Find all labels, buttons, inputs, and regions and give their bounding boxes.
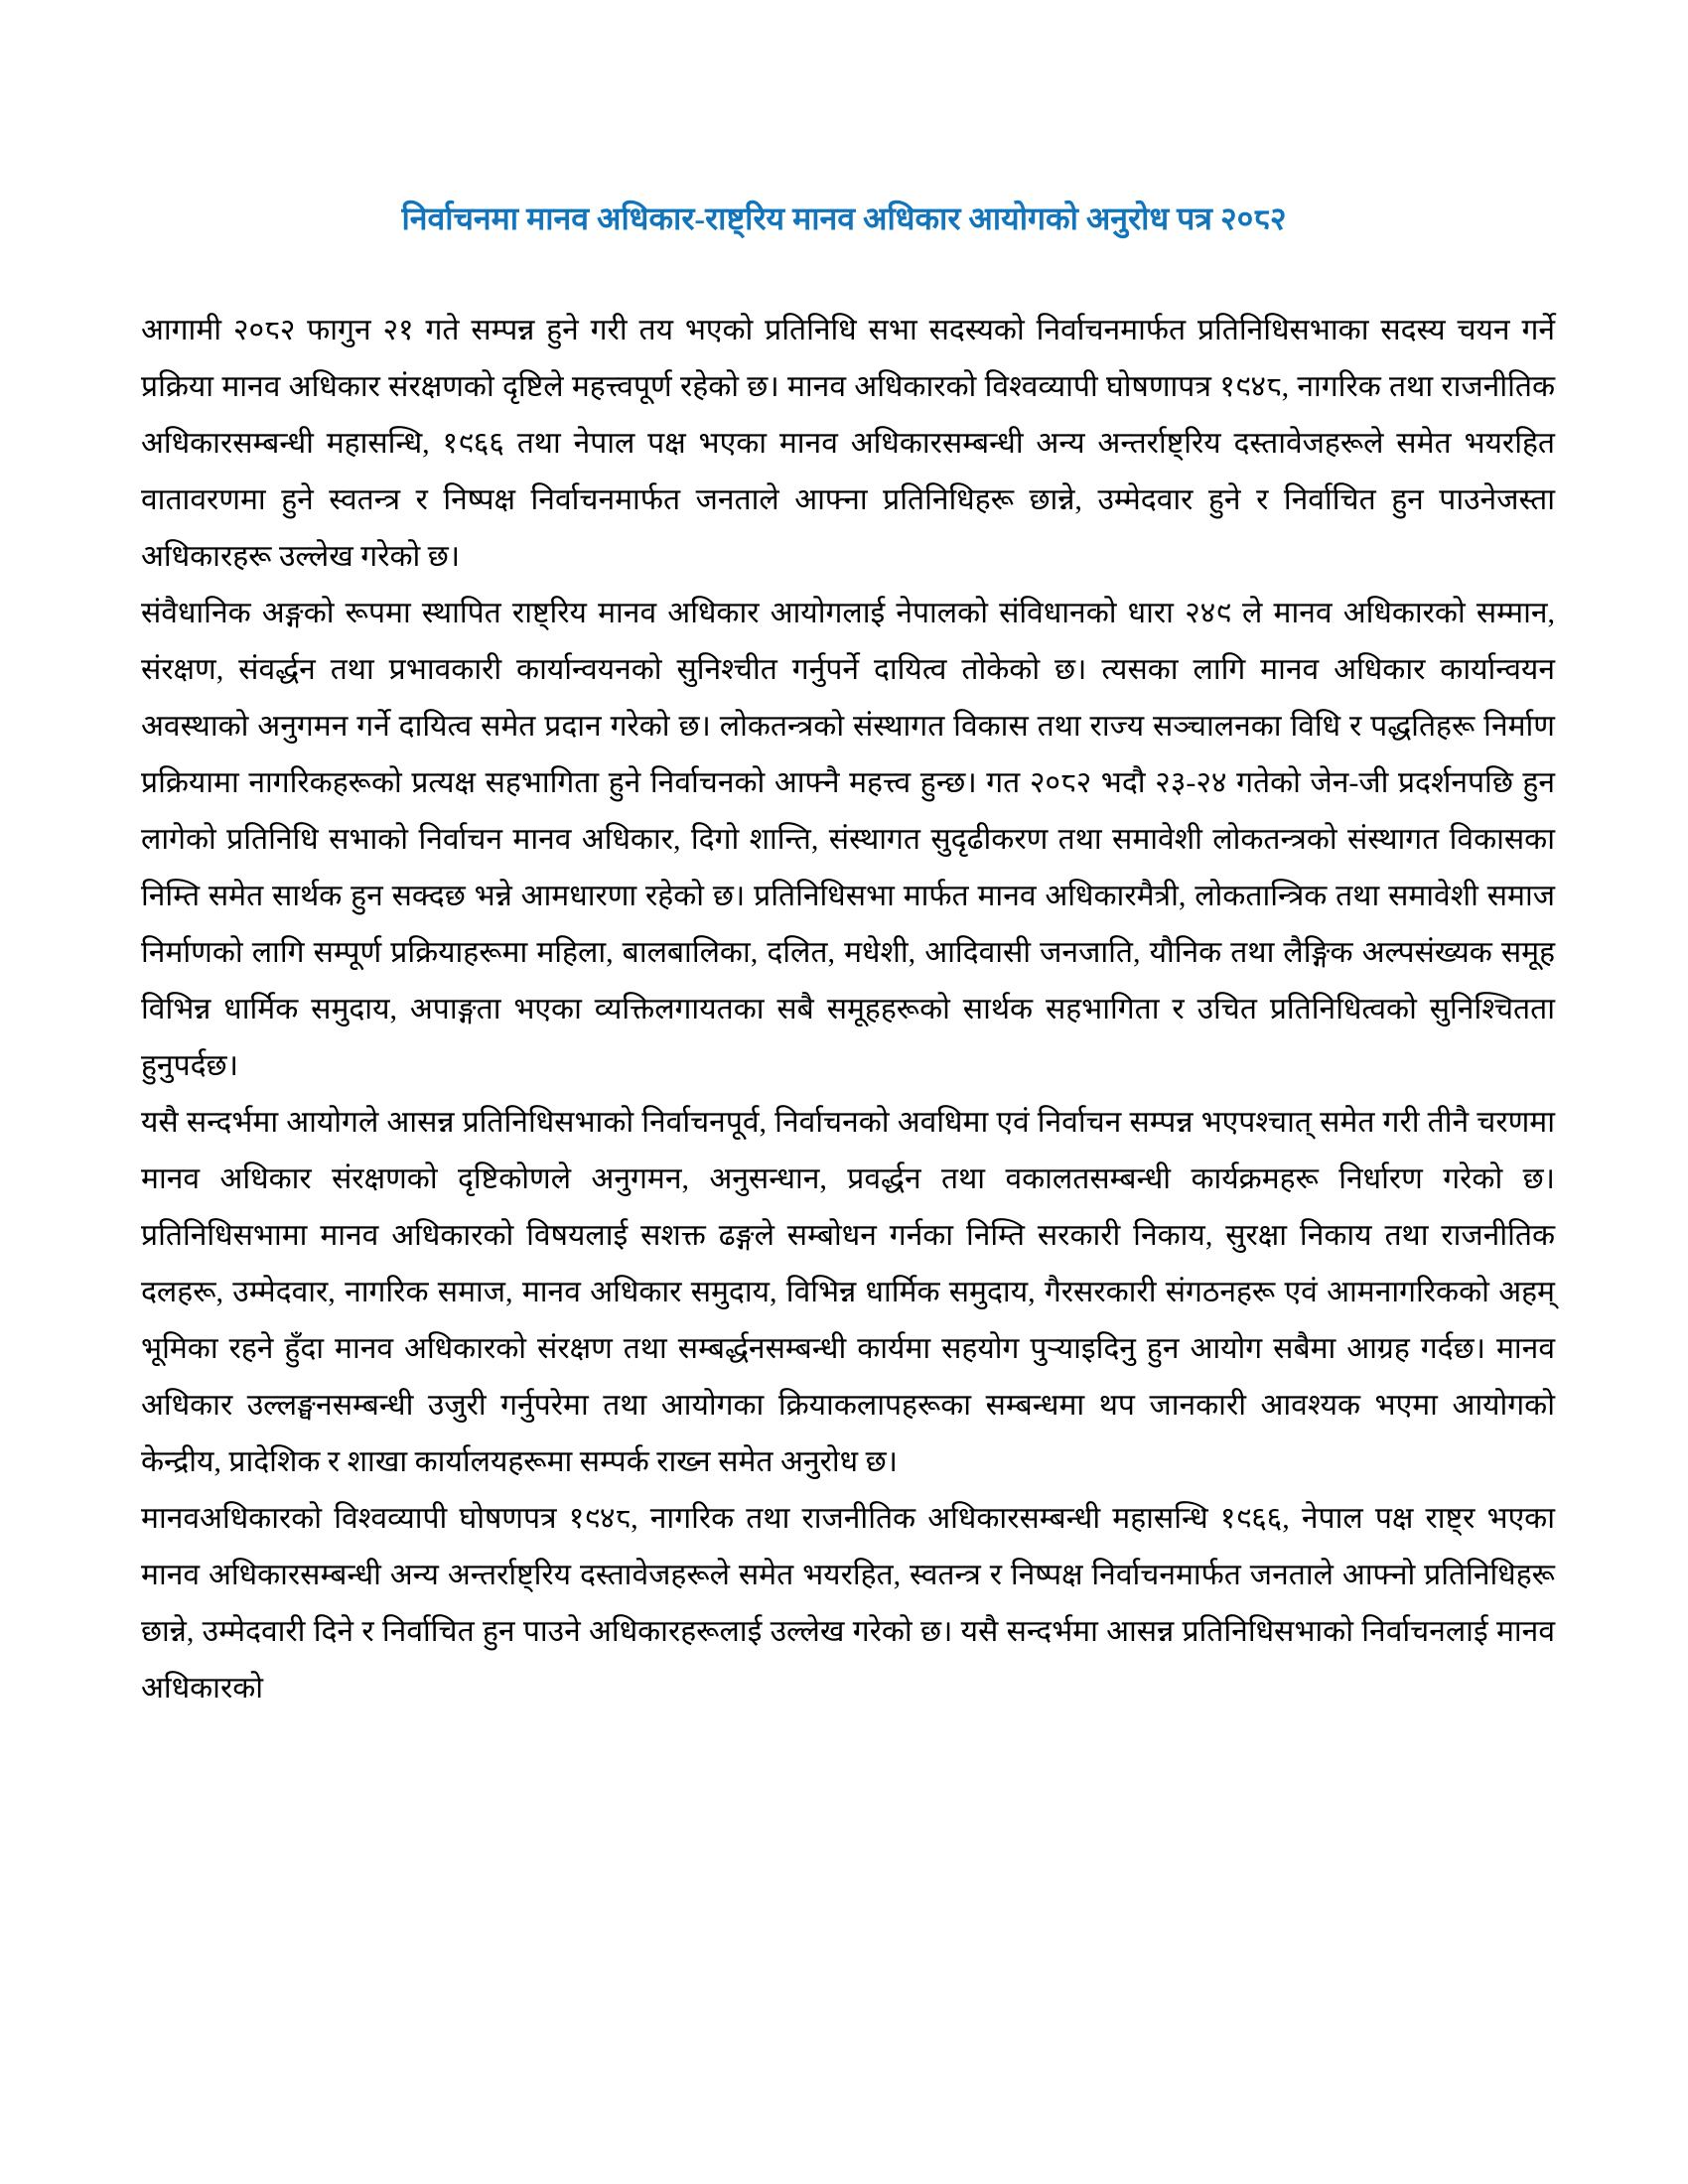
paragraph-1: आगामी २०८२ फागुन २१ गते सम्पन्न हुने गरी तय भएको प्रतिनिधि सभा सदस्यको निर्वाचनमार्फत प्रतिनिधिसभाका सदस्य चयन गर्ने प्रक्रिया मानव अधिकार संरक्षणको दृष्टिले महत्त्वपूर्ण रहेको छ। मानव अधिकारको विश्वव्यापी घोषणापत्र १९४८, नागरिक तथा राजनीतिक अधिकारसम्बन्धी महासन्धि, १९६६ तथा नेपाल पक्ष भएका मानव अधिकारसम्बन्धी अन्य अन्तर्राष्ट्रिय दस्तावेजहरूले समेत भयरहित वातावरणमा हुने स्वतन्त्र र निष्पक्ष निर्वाचनमार्फत जनताले आफ्ना प्रतिनिधिहरू छान्ने, उम्मेदवार हुने र निर्वाचित हुन पाउनेजस्ता अधिकारहरू उल्लेख गरेको छ। xyxy=(141,314,1555,573)
paragraph-2: संवैधानिक अङ्गको रूपमा स्थापित राष्ट्रिय मानव अधिकार आयोगलाई नेपालको संविधानको धारा २४९ ले मानव अधिकारको सम्मान, संरक्षण, संवर्द्धन तथा प्रभावकारी कार्यान्वयनको सुनिश्चीत गर्नुपर्ने दायित्व तोकेको छ। त्यसका लागि मानव अधिकार कार्यान्वयन अवस्थाको अनुगमन गर्ने दायित्व समेत प्रदान गरेको छ। लोकतन्त्रको संस्थागत विकास तथा राज्य सञ्चालनका विधि र पद्धतिहरू निर्माण प्रक्रियामा नागरिकहरूको प्रत्यक्ष सहभागिता हुने निर्वाचनको आफ्नै महत्त्व हुन्छ। गत २०८२ भदौ २३-२४ गतेको जेन-जी प्रदर्शनपछि हुन लागेको प्रतिनिधि सभाको निर्वाचन मानव अधिकार, दिगो शान्ति, संस्थागत सुदृढीकरण तथा समावेशी लोकतन्त्रको संस्थागत विकासका निम्ति समेत सार्थक हुन सक्दछ भन्ने आमधारणा रहेको छ। प्रतिनिधिसभा मार्फत मानव अधिकारमैत्री, लोकतान्त्रिक तथा समावेशी समाज निर्माणको लागि सम्पूर्ण प्रक्रियाहरूमा महिला, बालबालिका, दलित, मधेशी, आदिवासी जनजाति, यौनिक तथा लैङ्गिक अल्पसंख्यक समूह विभिन्न धार्मिक समुदाय, अपाङ्गता भएका व्यक्तिलगायतका सबै समूहहरूको सार्थक सहभागिता र उचित प्रतिनिधित्वको सुनिश्चितता हुनुपर्दछ। xyxy=(141,597,1555,1082)
paragraph-3: यसै सन्दर्भमा आयोगले आसन्न प्रतिनिधिसभाको निर्वाचनपूर्व, निर्वाचनको अवधिमा एवं निर्वाचन सम्पन्न भएपश्चात् समेत गरी तीनै चरणमा मानव अधिकार संरक्षणको दृष्टिकोणले अनुगमन, अनुसन्धान, प्रवर्द्धन तथा वकालतसम्बन्धी कार्यक्रमहरू निर्धारण गरेको छ। प्रतिनिधिसभामा मानव अधिकारको विषयलाई सशक्त ढङ्गले सम्बोधन गर्नका निम्ति सरकारी निकाय, सुरक्षा निकाय तथा राजनीतिक दलहरू, उम्मेदवार, नागरिक समाज, मानव अधिकार समुदाय, विभिन्न धार्मिक समुदाय, गैरसरकारी संगठनहरू एवं आमनागरिकको अहम् भूमिका रहने हुँदा मानव अधिकारको संरक्षण तथा सम्बर्द्धनसम्बन्धी कार्यमा सहयोग पुऱ्याइदिनु हुन आयोग सबैमा आग्रह गर्दछ। मानव अधिकार उल्लङ्घनसम्बन्धी उजुरी गर्नुपरेमा तथा आयोगका क्रियाकलापहरूका सम्बन्धमा थप जानकारी आवश्यक भएमा आयोगको केन्द्रीय, प्रादेशिक र शाखा कार्यालयहरूमा सम्पर्क राख्न समेत अनुरोध छ। xyxy=(141,1106,1555,1478)
document-body xyxy=(141,302,1555,1716)
paragraph-4: मानवअधिकारको विश्वव्यापी घोषणपत्र १९४८, नागरिक तथा राजनीतिक अधिकारसम्बन्धी महासन्धि १९६६, नेपाल पक्ष राष्ट्र भएका मानव अधिकारसम्बन्धी अन्य अन्तर्राष्ट्रिय दस्तावेजहरूले समेत भयरहित, स्वतन्त्र र निष्पक्ष निर्वाचनमार्फत जनताले आफ्नो प्रतिनिधिहरू छान्ने, उम्मेदवारी दिने र निर्वाचित हुन पाउने अधिकारहरूलाई उल्लेख गरेको छ। यसै सन्दर्भमा आसन्न प्रतिनिधिसभाको निर्वाचनलाई मानव अधिकारको xyxy=(141,1502,1555,1705)
document-title xyxy=(0,0,1688,242)
document-title-text: निर्वाचनमा मानव अधिकार-राष्ट्रिय मानव अधिकार आयोगको अनुरोध पत्र २०८२ xyxy=(401,201,1287,236)
